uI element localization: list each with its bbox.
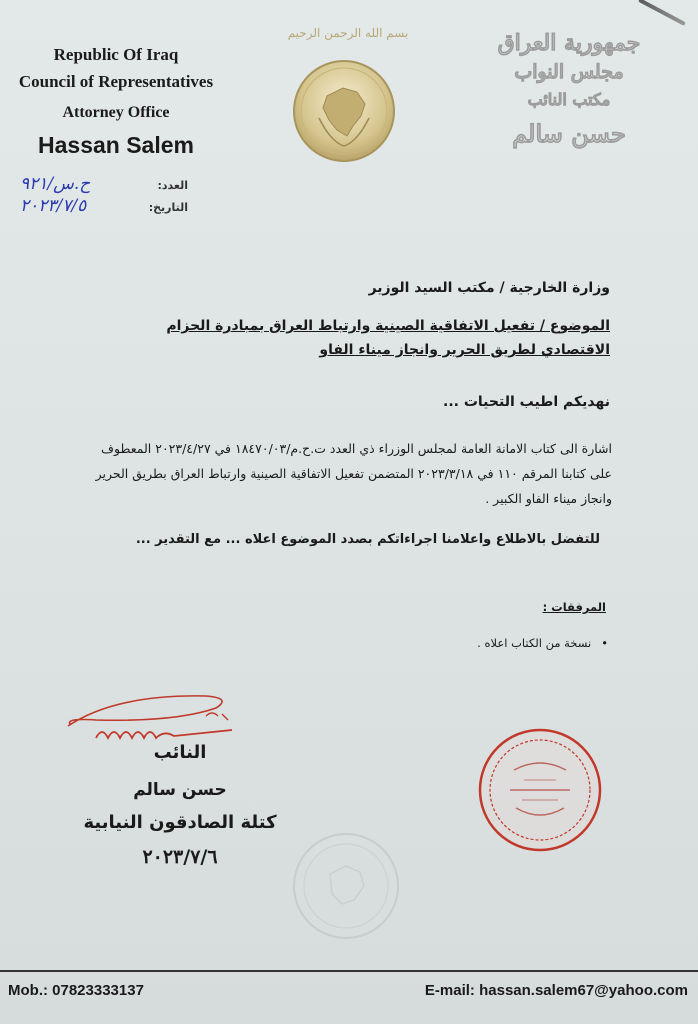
iraq-emblem-icon — [291, 58, 397, 164]
closing-request: للتفضل بالاطلاع واعلامنا اجراءاتكم بصدد الموضوع اعلاه ... مع التقدير ... — [135, 532, 600, 547]
pen-mark — [638, 0, 686, 26]
name-ar: حسن سالم — [512, 119, 626, 148]
attachments-list — [477, 636, 608, 650]
country-en: Republic Of Iraq — [53, 45, 179, 64]
ref-number-value: ح.س/٩٢١ — [20, 174, 91, 194]
signatory-name: حسن سالم — [133, 780, 227, 800]
subject-line-1: الموضوع / تفعيل الاتفاقية الصينية وارتباط العراق بمبادرة الحزام — [166, 318, 610, 334]
council-en: Council of Representatives — [18, 72, 214, 91]
name-en: Hassan Salem — [38, 132, 194, 158]
embossed-seal-icon — [290, 830, 402, 942]
ref-date-value: ٢٠٢٣/٧/٥ — [20, 196, 87, 216]
arabic-letterhead — [478, 28, 660, 154]
signatory-bloc: كتلة الصادقون النيابية — [83, 812, 277, 833]
footer-mobile: Mob.: 07823333137 — [8, 982, 144, 999]
ref-date-row — [20, 196, 188, 218]
attachment-item: • نسخة من الكتاب اعلاه . — [477, 636, 608, 650]
ref-date-label: التاريخ: — [148, 201, 188, 214]
country-ar: جمهورية العراق — [497, 30, 641, 56]
attachments-title: المرفقات : — [542, 600, 606, 614]
recipient: وزارة الخارجية / مكتب السيد الوزير — [368, 280, 610, 296]
signature-date: ٢٠٢٣/٧/٦ — [142, 846, 218, 868]
signatory-role: النائب — [153, 742, 207, 763]
reference-block — [20, 174, 188, 218]
footer-email: E-mail: hassan.salem67@yahoo.com — [424, 982, 688, 999]
letter-body: اشارة الى كتاب الامانة العامة لمجلس الوزراء ذي العدد ت.ح.م/١٨٤٧٠/٠٣ في ٢٠٢٣/٤/٢٧ المعطوف على كتابنا المرقم ١١٠ في ٢٠٢٣/٣/١٨ المتضمن تفعيل الاتفاقية الصينية وارتباط العراق بطريق الحرير وانجاز ميناء الفاو الكبير . — [95, 441, 612, 506]
office-ar: مكتب النائب — [527, 90, 611, 109]
council-ar: مجلس النواب — [514, 61, 624, 83]
ref-number-row — [20, 174, 188, 196]
ref-number-label: العدد: — [157, 179, 188, 192]
subject — [166, 314, 610, 362]
english-letterhead — [0, 44, 232, 162]
basmala: بسم الله الرحمن الرحيم — [287, 26, 409, 40]
subject-line-2: الاقتصادي لطريق الحرير وانجاز ميناء الفاو — [319, 342, 610, 358]
footer-divider — [0, 970, 698, 972]
greeting: نهديكم اطيب التحيات ... — [443, 394, 610, 410]
official-stamp-icon — [476, 726, 604, 854]
office-en: Attorney Office — [62, 104, 170, 121]
